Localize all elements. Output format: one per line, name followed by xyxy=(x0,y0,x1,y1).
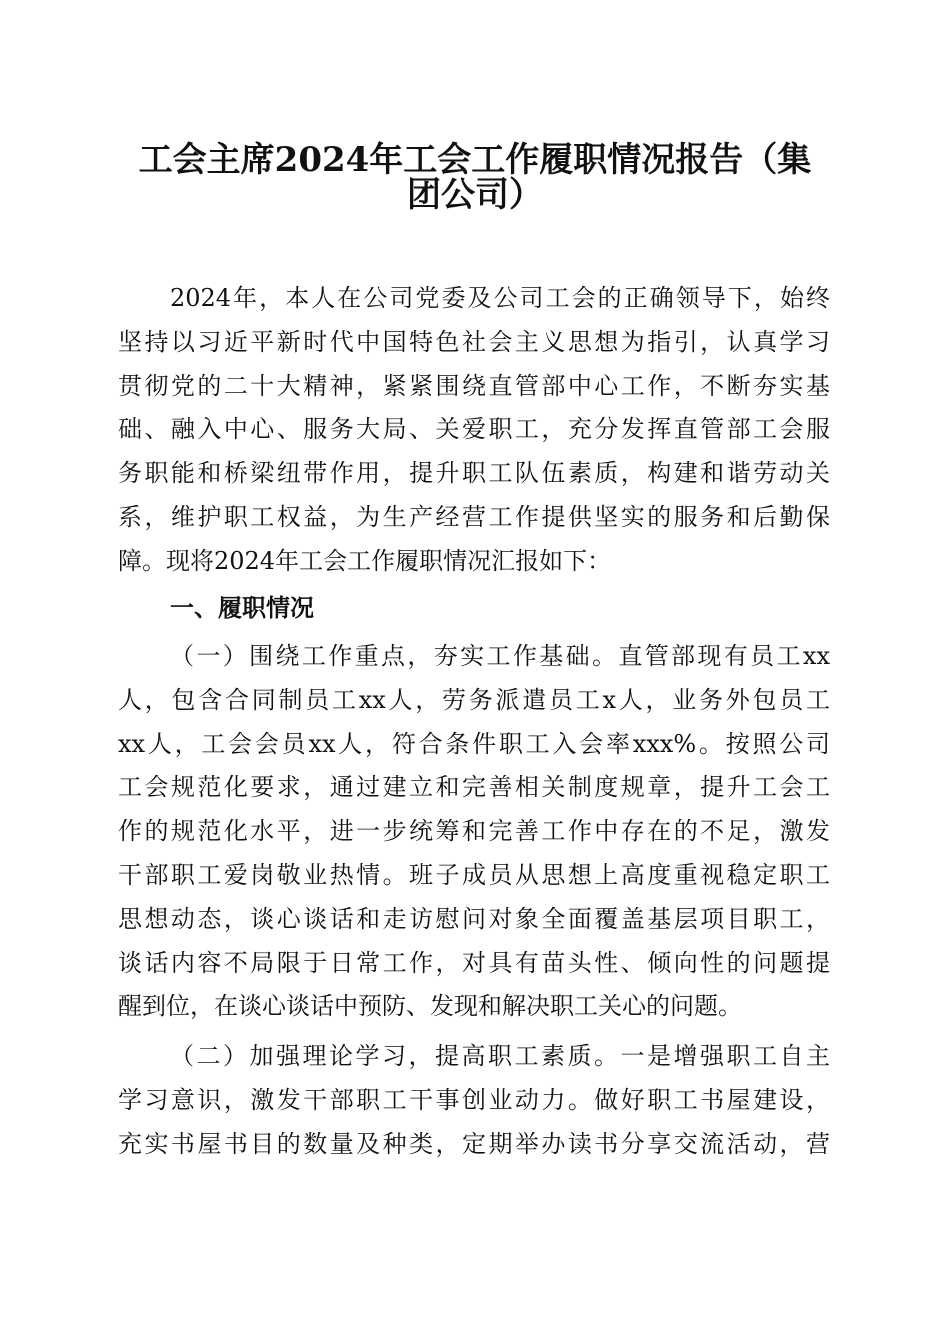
paragraph-line: 谈话内容不局限于日常工作，对具有苗头性、倾向性的问题提 xyxy=(118,948,830,977)
paragraph-line: 系，维护职工权益，为生产经营工作提供坚实的服务和后勤保 xyxy=(118,503,830,531)
paragraph-line: （一）围绕工作重点，夯实工作基础。直管部现有员工xx xyxy=(170,642,830,670)
paragraph-line: 学习意识，激发干部职工干事创业动力。做好职工书屋建设， xyxy=(118,1085,830,1114)
paragraph-line: 醒到位，在谈心谈话中预防、发现和解决职工关心的问题。 xyxy=(118,992,742,1021)
document-title-line-1: 工会主席2024年工会工作履职情况报告（集 xyxy=(138,140,812,180)
paragraph-line: 坚持以习近平新时代中国特色社会主义思想为指引，认真学习 xyxy=(118,327,830,356)
paragraph-line: 充实书屋书目的数量及种类，定期举办读书分享交流活动，营 xyxy=(118,1129,830,1158)
paragraph-line: 础、融入中心、服务大局、关爱职工，充分发挥直管部工会服 xyxy=(118,415,830,444)
paragraph-line: 障。现将2024年工会工作履职情况汇报如下： xyxy=(118,546,612,575)
paragraph-line: 人，包含合同制员工xx人，劳务派遣员工x人，业务外包员工 xyxy=(118,685,830,714)
paragraph-line: 2024年，本人在公司党委及公司工会的正确领导下，始终 xyxy=(170,284,830,312)
paragraph-line: 工会规范化要求，通过建立和完善相关制度规章，提升工会工 xyxy=(118,773,830,802)
paragraph-line: 思想动态，谈心谈话和走访慰问对象全面覆盖基层项目职工， xyxy=(118,904,830,933)
paragraph-line: 作的规范化水平，进一步统筹和完善工作中存在的不足，激发 xyxy=(118,817,830,846)
section-heading: 一、履职情况 xyxy=(170,593,314,622)
paragraph-line: （二）加强理论学习，提高职工素质。一是增强职工自主 xyxy=(170,1042,830,1070)
document-title-line-2: 团公司） xyxy=(407,175,543,215)
paragraph-line: xx人，工会会员xx人，符合条件职工入会率xxx%。按照公司 xyxy=(118,729,830,758)
paragraph-line: 务职能和桥梁纽带作用，提升职工队伍素质，构建和谐劳动关 xyxy=(118,459,830,488)
paragraph-line: 干部职工爱岗敬业热情。班子成员从思想上高度重视稳定职工 xyxy=(118,861,830,889)
paragraph-line: 贯彻党的二十大精神，紧紧围绕直管部中心工作，不断夯实基 xyxy=(118,371,830,400)
